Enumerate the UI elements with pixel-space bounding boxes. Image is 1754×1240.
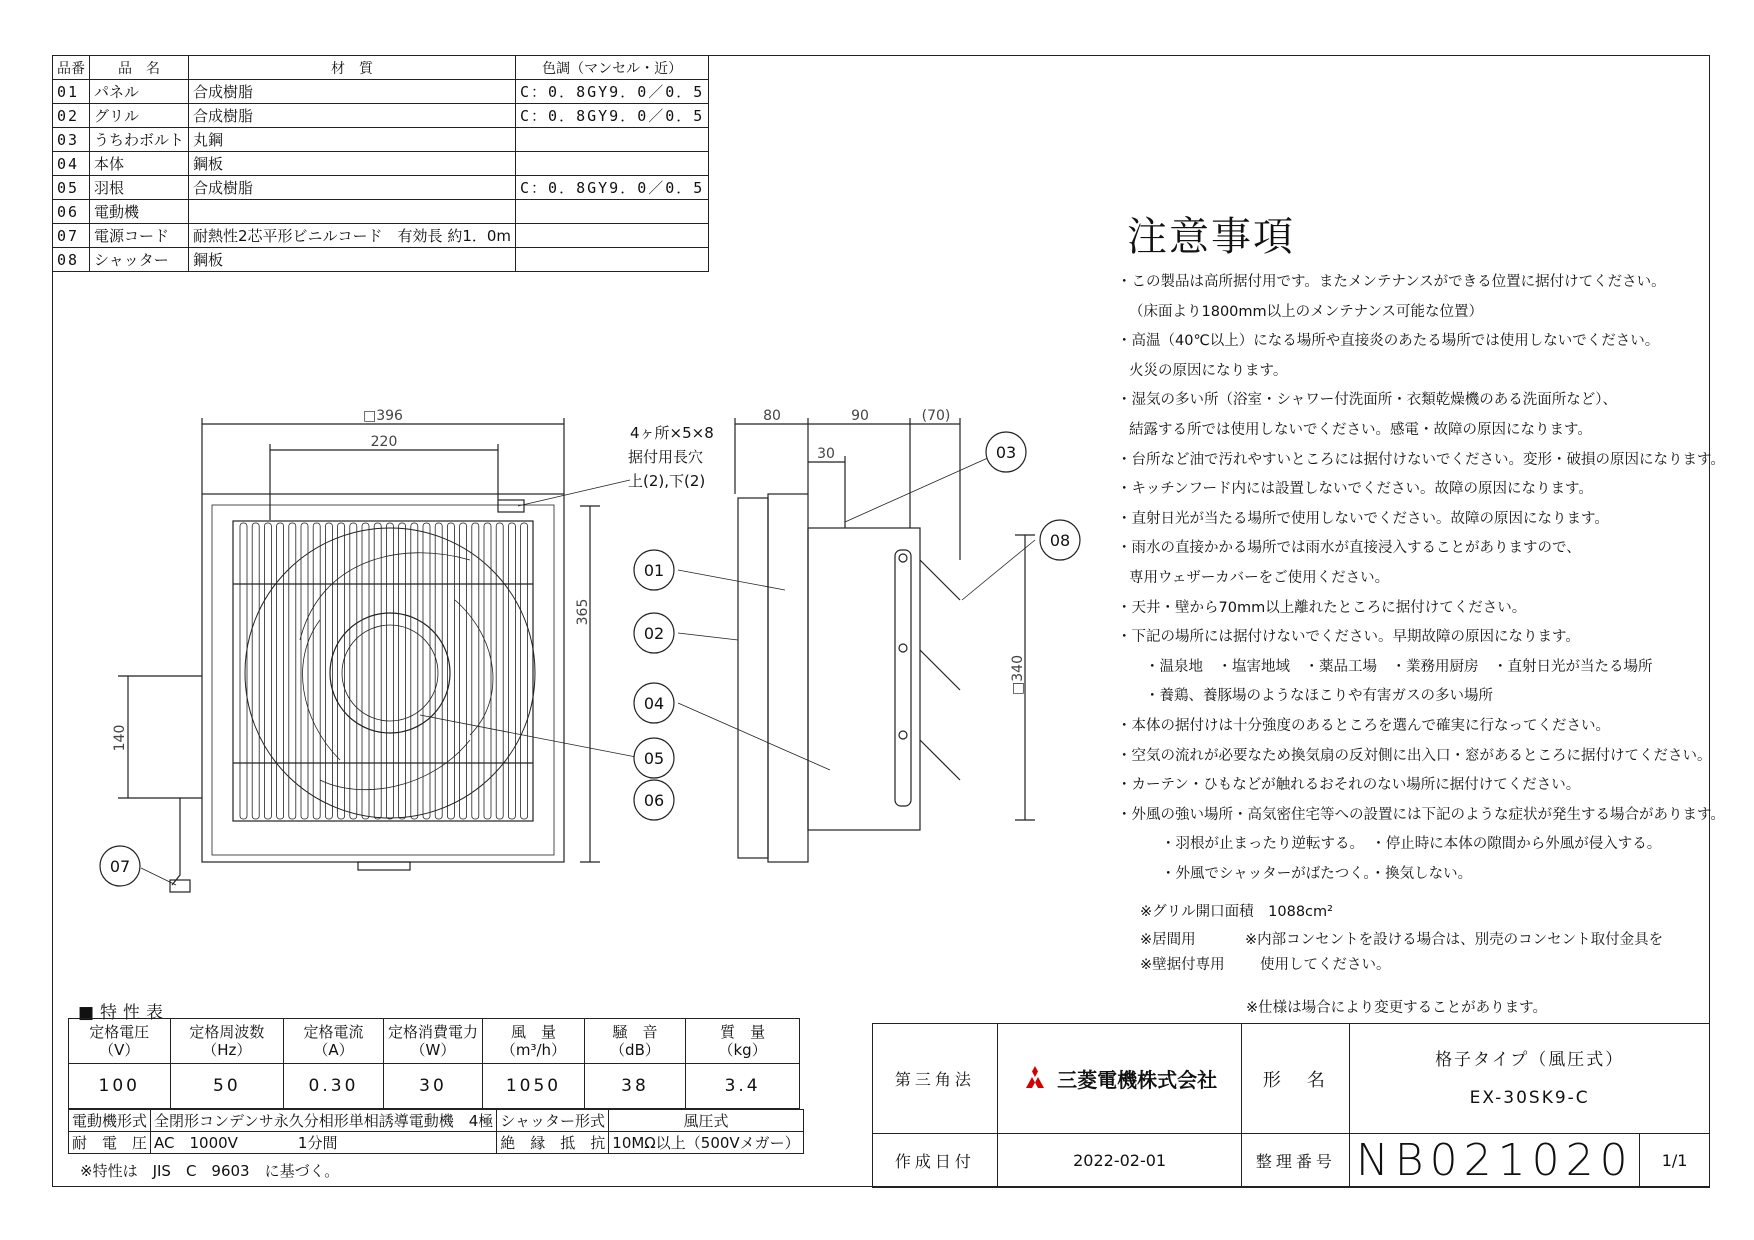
dim-365: 365 <box>575 598 591 626</box>
parts-cell: 丸鋼 <box>189 128 516 152</box>
doc-number: NB021020 <box>1350 1134 1640 1188</box>
caution-line: ・温泉地 ・塩害地域 ・薬品工場 ・業務用厨房 ・直射日光が当たる場所 <box>1145 658 1653 675</box>
parts-cell: 07 <box>53 224 90 248</box>
spec-header: 定格電流 （A） <box>284 1019 383 1064</box>
parts-cell: 鋼板 <box>189 248 516 272</box>
product-type: 格子タイプ（風圧式） <box>1435 1049 1625 1070</box>
mitsubishi-logo-icon <box>1022 1066 1048 1092</box>
caution-line: ・カーテン・ひもなどが触れるおそれのない場所に据付けてください。 <box>1117 777 1581 794</box>
caution-line: 結露する所では使用しないでください。感電・故障の原因になります。 <box>1129 421 1592 438</box>
spec-power: 30 <box>383 1064 482 1109</box>
parts-cell: 本体 <box>90 152 189 176</box>
grille-bar <box>435 523 442 819</box>
callout-01: 01 <box>643 561 665 580</box>
title-block <box>872 1023 1710 1188</box>
dim-70: (70) <box>921 408 951 424</box>
date-label: 作成日付 <box>873 1134 998 1188</box>
parts-cell: 鋼板 <box>189 152 516 176</box>
grille-bar <box>447 523 454 819</box>
caution-line: ・高温（40℃以上）になる場所や直接炎のあたる場所では使用しないでください。 <box>1117 333 1660 350</box>
callout-08: 08 <box>1049 531 1071 550</box>
power-cord <box>172 798 202 885</box>
caution-line: ・下記の場所には据付けないでください。早期故障の原因になります。 <box>1117 629 1580 646</box>
caution-notes <box>1117 205 1725 889</box>
parts-cell: 合成樹脂 <box>189 80 516 104</box>
grille-bar <box>399 523 406 819</box>
parts-cell: 04 <box>53 152 90 176</box>
caution-line: ・羽根が止まったり逆転する。 ・停止時に本体の隙間から外風が侵入する。 <box>1161 836 1662 853</box>
spec-table <box>68 1018 800 1109</box>
parts-header: 色調（マンセル・近） <box>516 56 709 80</box>
spec-header: 質 量 （kg） <box>686 1019 800 1064</box>
parts-cell: 羽根 <box>90 176 189 200</box>
parts-cell: 01 <box>53 80 90 104</box>
dim-outer-width: □396 <box>363 408 403 424</box>
parts-cell: 06 <box>53 200 90 224</box>
spec-detail-table <box>68 1109 804 1154</box>
callout-03: 03 <box>995 443 1017 462</box>
parts-cell: 合成樹脂 <box>189 176 516 200</box>
page-number: 1/1 <box>1640 1134 1710 1188</box>
bottom-tab <box>358 862 410 870</box>
grille-area-note: ※グリル開口面積 1088cm² <box>1140 904 1333 920</box>
parts-cell: グリル <box>90 104 189 128</box>
spec-header: 定格電圧 （V） <box>69 1019 171 1064</box>
spec-current: 0.30 <box>284 1064 383 1109</box>
front-panel-outline <box>202 494 564 862</box>
caution-line: ・天井・壁から70mm以上離れたところに据付けてください。 <box>1117 599 1527 616</box>
dim-30: 30 <box>817 446 835 462</box>
caution-line: 火災の原因になります。 <box>1129 362 1288 379</box>
caution-line: ・養鶏、養豚場のようなほこりや有害ガスの多い場所 <box>1145 688 1493 705</box>
callout-06: 06 <box>643 791 665 810</box>
insulation-label: 絶 縁 抵 抗 <box>497 1132 609 1154</box>
grille-bar <box>325 523 332 819</box>
grille-bars <box>240 523 528 819</box>
parts-cell: 02 <box>53 104 90 128</box>
grille-bar <box>289 523 296 819</box>
company-cell <box>997 1024 1242 1134</box>
parts-header: 品番 <box>53 56 90 80</box>
shutter-blades <box>920 560 960 780</box>
caution-line: （床面より1800mm以上のメンテナンス可能な位置） <box>1129 303 1483 320</box>
parts-header: 材 質 <box>189 56 516 80</box>
grille-bar <box>460 523 467 819</box>
caution-line: ・外風でシャッターがばたつく。・換気しない。 <box>1161 865 1473 882</box>
parts-cell: 合成樹脂 <box>189 104 516 128</box>
grille-bar <box>423 523 430 819</box>
parts-cell: 08 <box>53 248 90 272</box>
side-body <box>808 528 920 830</box>
caution-line: ・本体の据付けは十分強度のあるところを選んで確実に行なってください。 <box>1117 717 1610 734</box>
spec-header: 騒 音 （dB） <box>584 1019 686 1064</box>
side-front <box>768 494 808 862</box>
living-note: ※居間用 <box>1140 932 1196 948</box>
callout-05: 05 <box>643 749 665 768</box>
parts-cell: 電動機 <box>90 200 189 224</box>
dim-220: 220 <box>370 434 398 450</box>
spec-airflow: 1050 <box>483 1064 585 1109</box>
spec-header: 定格周波数 （Hz） <box>170 1019 284 1064</box>
model-label: 形 名 <box>1242 1024 1350 1134</box>
caution-line: ・この製品は高所据付用です。またメンテナンスができる位置に据付けてください。 <box>1117 274 1666 290</box>
shutter-rail <box>895 550 911 806</box>
caution-line: ・直射日光が当たる場所で使用しないでください。故障の原因になります。 <box>1117 510 1609 527</box>
spec-header: 風 量 （m³/h） <box>483 1019 585 1064</box>
side-panel <box>738 498 768 858</box>
caution-line: ・雨水の直接かかる場所では雨水が直接浸入することがありますので、 <box>1117 540 1581 557</box>
callout-07: 07 <box>109 857 131 876</box>
fan-hub-outer <box>330 613 450 733</box>
parts-cell: うちわボルト <box>90 128 189 152</box>
shutter-value: 風圧式 <box>609 1110 803 1132</box>
spec-header: 定格消費電力 （W） <box>383 1019 482 1064</box>
parts-cell: C：0．8GY9．0／0．5 <box>516 80 709 104</box>
caution-line: ・キッチンフード内には設置しないでください。故障の原因になります。 <box>1117 481 1593 498</box>
mount-bolt <box>498 500 524 512</box>
company-name: 三菱電機株式会社 <box>1057 1068 1218 1092</box>
spec-change-note: ※仕様は場合により変更することがあります。 <box>1246 1000 1547 1016</box>
parts-cell: シャッター <box>90 248 189 272</box>
power-plug <box>170 880 190 892</box>
projection-method: 第三角法 <box>873 1024 998 1134</box>
voltage-label: 耐 電 圧 <box>69 1132 151 1154</box>
dim-90: 90 <box>851 408 869 424</box>
grille-bar <box>411 523 418 819</box>
grille-bar <box>277 523 284 819</box>
grille-bar <box>301 523 308 819</box>
model-cell <box>1350 1024 1710 1134</box>
parts-cell: パネル <box>90 80 189 104</box>
fan-blade <box>455 600 493 735</box>
insulation-value: 10MΩ以上（500Vメガー） <box>609 1132 803 1154</box>
spec-noise: 38 <box>584 1064 686 1109</box>
grille-bar <box>338 523 345 819</box>
grille-bar <box>252 523 259 819</box>
callout-04: 04 <box>643 694 665 713</box>
model-number: EX-30SK9-C <box>1469 1087 1590 1108</box>
grille-bar <box>386 523 393 819</box>
caution-title: 注意事項 <box>1127 214 1295 260</box>
caution-line: 専用ウェザーカバーをご使用ください。 <box>1129 569 1390 586</box>
motor-label: 電動機形式 <box>69 1110 151 1132</box>
parts-cell: 05 <box>53 176 90 200</box>
mount-note: 据付用長穴 <box>628 448 704 466</box>
outlet-note-2: 使用してください。 <box>1260 957 1391 973</box>
motor-value: 全閉形コンデンサ永久分相形単相誘導電動機 4極 <box>151 1110 497 1132</box>
doc-label: 整理番号 <box>1242 1134 1350 1188</box>
voltage-value: AC 1000V 1分間 <box>151 1132 497 1154</box>
dim-80: 80 <box>763 408 781 424</box>
dim-340: □340 <box>1010 655 1026 695</box>
spec-values-row <box>69 1064 800 1109</box>
shutter-label: シャッター形式 <box>497 1110 609 1132</box>
grille-bar <box>496 523 503 819</box>
grille-bar <box>240 523 247 819</box>
grille-bar <box>374 523 381 819</box>
mount-note: 上(2),下(2) <box>628 472 706 490</box>
dim-140: 140 <box>112 724 128 752</box>
date-value: 2022-02-01 <box>997 1134 1242 1188</box>
grille-bar <box>472 523 479 819</box>
parts-header: 品 名 <box>90 56 189 80</box>
parts-cell: 電源コード <box>90 224 189 248</box>
caution-line: ・湿気の多い所（浴室・シャワー付洗面所・衣類乾燥機のある洗面所など）、 <box>1117 392 1617 409</box>
grille-bar <box>264 523 271 819</box>
parts-cell: C：0．8GY9．0／0．5 <box>516 176 709 200</box>
grille-bar <box>362 523 369 819</box>
parts-cell: 耐熱性2芯平形ビニルコード 有効長 約1．0m <box>189 224 516 248</box>
spec-mass: 3.4 <box>686 1064 800 1109</box>
wall-note: ※壁据付専用 <box>1140 957 1225 973</box>
grille-bar <box>508 523 515 819</box>
spec-note: ※特性は JIS C 9603 に基づく。 <box>80 1162 340 1180</box>
callout-02: 02 <box>643 624 665 643</box>
spec-frequency: 50 <box>170 1064 284 1109</box>
outlet-note-1: ※内部コンセントを設ける場合は、別売のコンセント取付金具を <box>1245 932 1664 948</box>
parts-cell: 03 <box>53 128 90 152</box>
parts-cell: C：0．8GY9．0／0．5 <box>516 104 709 128</box>
caution-line: ・外風の強い場所・高気密住宅等への設置には下記のような症状が発生する場合があります。 <box>1117 806 1725 823</box>
mount-note: 4ヶ所×5×8 <box>630 424 714 442</box>
caution-line: ・台所など油で汚れやすいところには据付けないでください。変形・破損の原因になります。 <box>1117 451 1725 468</box>
grille-bar <box>313 523 320 819</box>
spec-title: ■特性表 <box>78 1003 170 1023</box>
caution-line: ・空気の流れが必要なため換気扇の反対側に出入口・窓があるところに据付けてください。 <box>1117 747 1712 764</box>
spec-header-row <box>69 1019 800 1064</box>
spec-voltage: 100 <box>69 1064 171 1109</box>
grille-bar <box>521 523 528 819</box>
